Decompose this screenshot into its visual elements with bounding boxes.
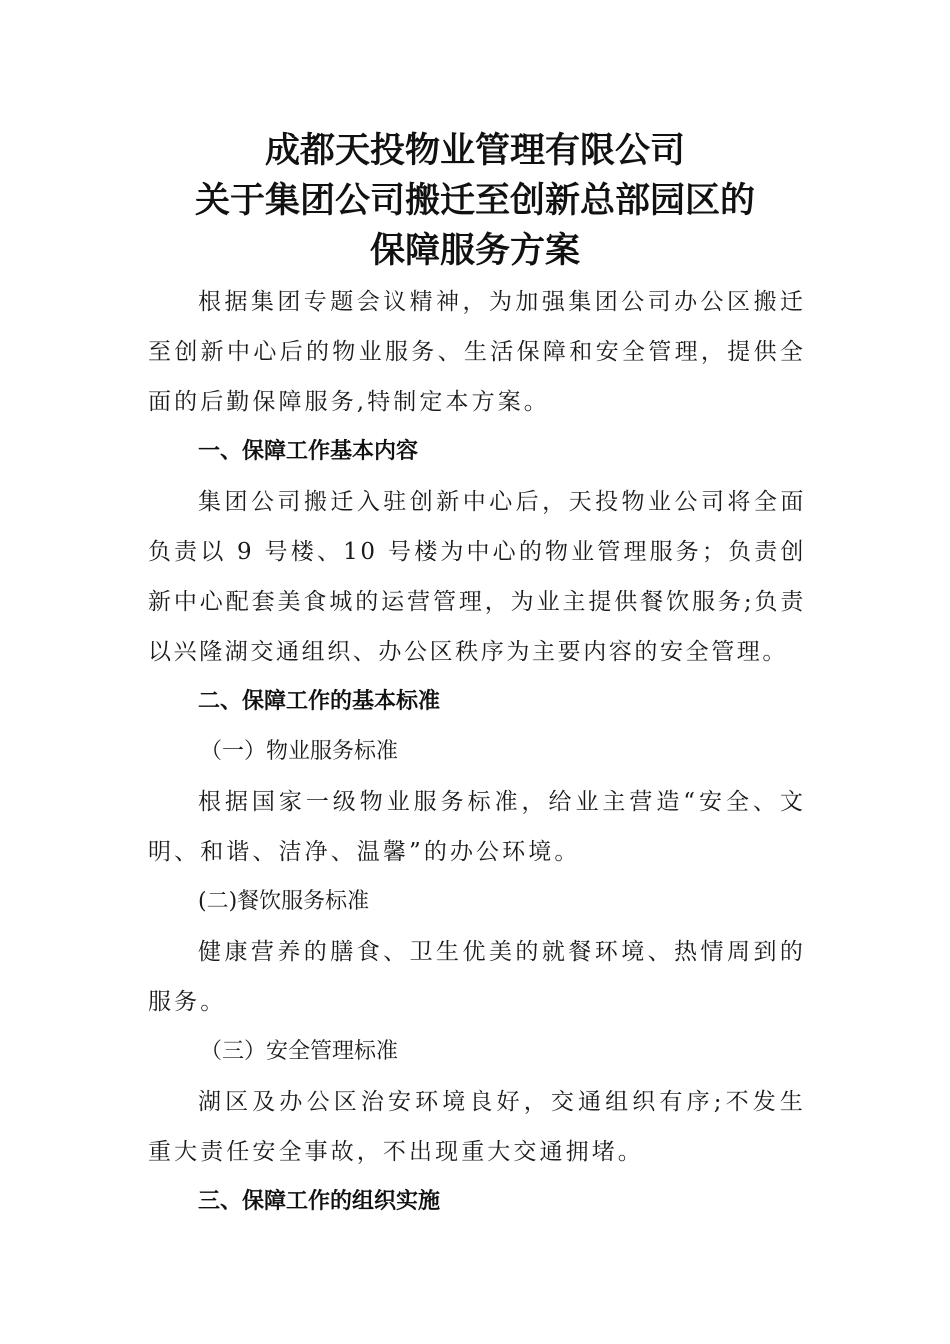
intro-paragraph: 根据集团专题会议精神，为加强集团公司办公区搬迁至创新中心后的物业服务、生活保障和安全管理，提供全面的后勤保障服务,特制定本方案。 <box>148 289 806 415</box>
property-service-standard-paragraph: 根据国家一级物业服务标准，给业主营造“安全、文明、和谐、洁净、温馨”的办公环境。 <box>148 789 806 865</box>
document-body <box>148 277 806 1227</box>
title-line-subject: 关于集团公司搬迁至创新总部园区的 <box>194 180 755 221</box>
title-line-plan: 保障服务方案 <box>369 230 580 271</box>
subheading-safety-management-standard: （三）安全管理标准 <box>200 1039 399 1064</box>
title-line-company: 成都天投物业管理有限公司 <box>264 130 685 171</box>
catering-service-standard-paragraph: 健康营养的膳食、卫生优美的就餐环境、热情周到的服务。 <box>148 939 806 1015</box>
subheading-property-service-standard: （一）物业服务标准 <box>200 739 399 764</box>
section-heading-organization-implementation: 三、保障工作的组织实施 <box>198 1189 441 1214</box>
section-heading-basic-content: 一、保障工作基本内容 <box>198 439 419 464</box>
section-heading-basic-standards: 二、保障工作的基本标准 <box>198 689 441 714</box>
subheading-catering-service-standard: (二)餐饮服务标准 <box>198 889 370 914</box>
document-title <box>145 126 805 276</box>
safety-management-standard-paragraph: 湖区及办公区治安环境良好，交通组织有序;不发生重大责任安全事故，不出现重大交通拥堵。 <box>148 1089 806 1165</box>
section-basic-content-paragraph: 集团公司搬迁入驻创新中心后，天投物业公司将全面负责以 9 号楼、10 号楼为中心的物业管理服务；负责创新中心配套美食城的运营管理，为业主提供餐饮服务;负责以兴隆湖交通组织、办公区秩序为主要内容的安全管理。 <box>148 489 806 665</box>
